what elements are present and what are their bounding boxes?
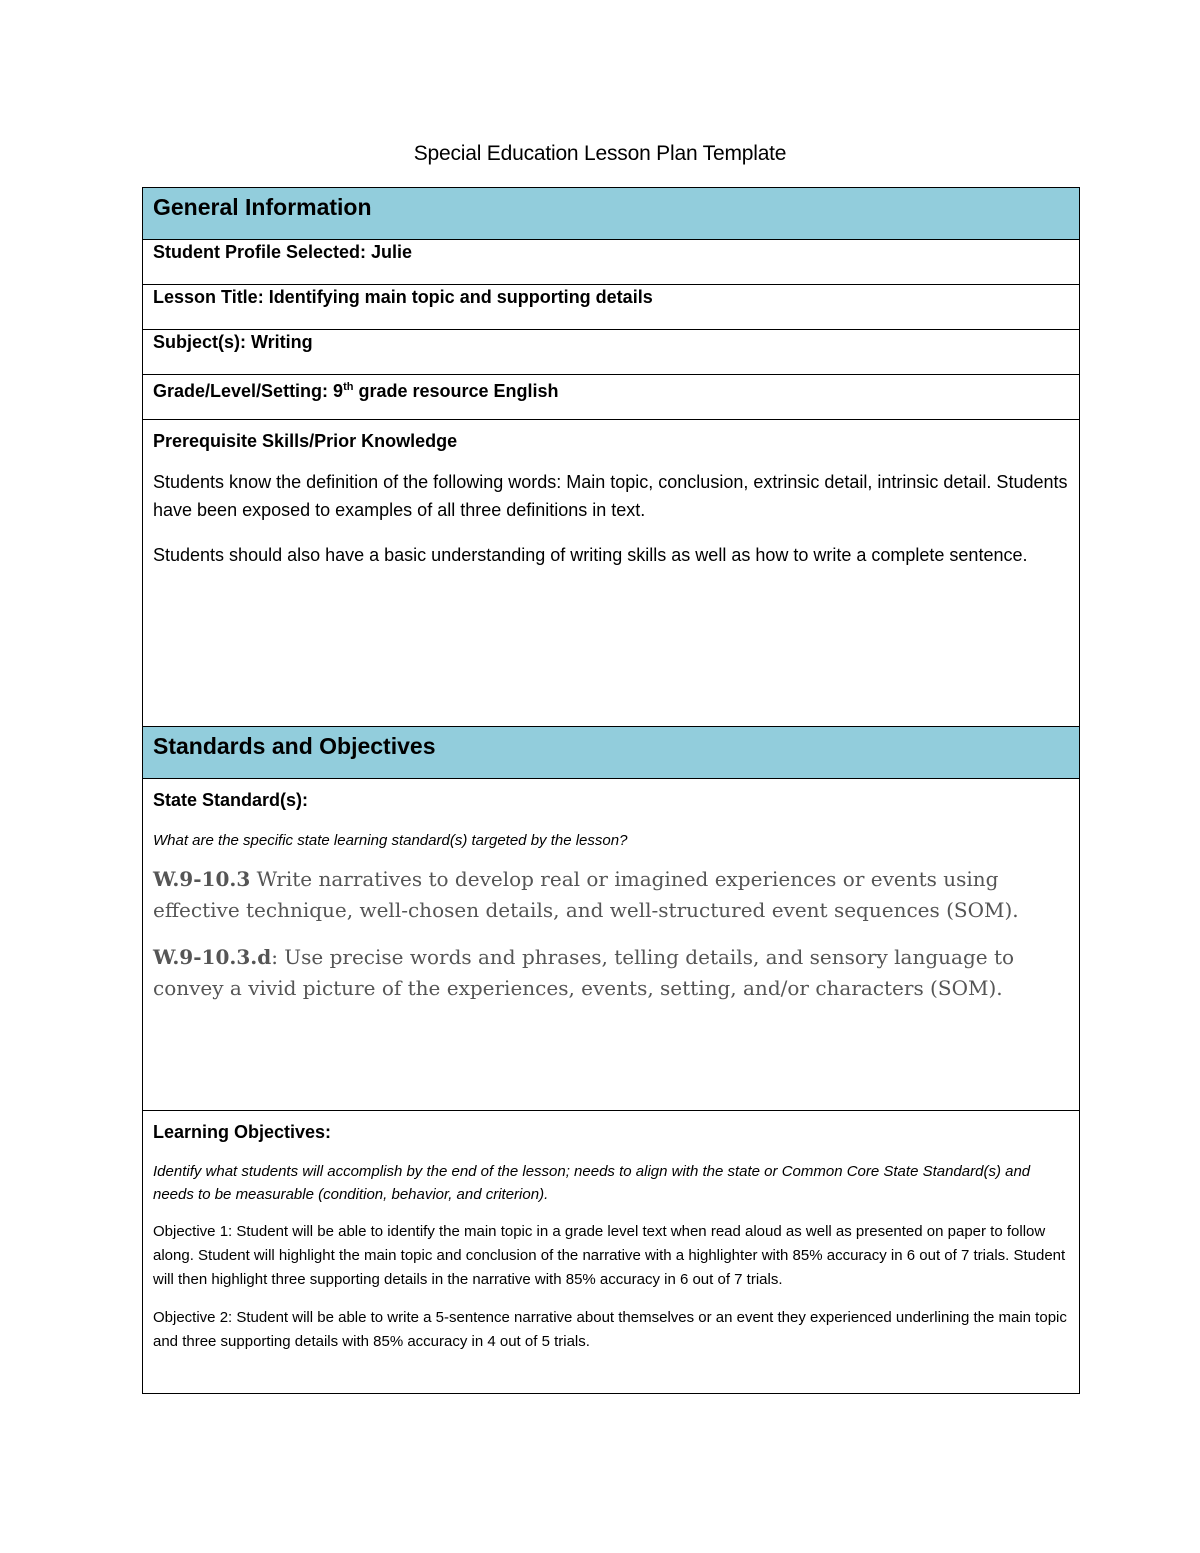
document-title: Special Education Lesson Plan Template	[413, 142, 787, 165]
grade-superscript: th	[343, 381, 354, 393]
objective-2: Objective 2: Student will be able to write a 5-sentence narrative about themselves or an event they experienced underlining the main topic and three supporting details with 85% accuracy in 4 out of 5 trials.	[153, 1309, 1067, 1350]
student-profile: Student Profile Selected: Julie	[143, 240, 1080, 285]
grade-suffix: grade resource English	[353, 381, 559, 401]
standard-1	[153, 864, 1069, 926]
prereq-cell	[143, 420, 1080, 727]
general-info-header-row	[143, 188, 1080, 240]
grade-prefix: Grade/Level/Setting: 9	[153, 381, 344, 401]
state-standards-prompt: What are the specific state learning standard(s) targeted by the lesson?	[153, 832, 628, 849]
learning-objectives-row	[143, 1111, 1080, 1394]
prereq-paragraph-1: Students know the definition of the following words: Main topic, conclusion, extrinsic detail, intrinsic detail. Students have been exposed to examples of all three definitions in text.	[153, 472, 1068, 520]
prereq-label: Prerequisite Skills/Prior Knowledge	[153, 431, 458, 451]
learning-objectives-cell	[143, 1111, 1080, 1394]
standard-1-code: W.9-10.3	[153, 867, 251, 891]
objective-1: Objective 1: Student will be able to identify the main topic in a grade level text when read aloud as well as presented on paper to follow along. Student will highlight the main topic and conclusion of the narrative with a highlighter with 85% accuracy in 6 out of 7 trials. Student will then highlight three supporting details in the narrative with 85% accuracy in 6 out of 7 trials.	[153, 1223, 1066, 1288]
state-standards-row	[143, 779, 1080, 1111]
state-standards-label: State Standard(s):	[153, 790, 309, 810]
standard-1-text: Write narratives to develop real or imagined experiences or events using effective technique, well-chosen details, and well-structured event sequences (SOM).	[153, 867, 1019, 922]
subjects: Subject(s): Writing	[143, 330, 1080, 375]
grade-level-setting	[143, 375, 1080, 420]
general-info-header: General Information	[143, 188, 1080, 240]
student-profile-row	[143, 240, 1080, 285]
prereq-paragraph-2: Students should also have a basic understanding of writing skills as well as how to write a complete sentence.	[153, 545, 1028, 565]
lesson-plan-table	[142, 187, 1080, 1394]
standards-header: Standards and Objectives	[143, 727, 1080, 779]
standard-2	[153, 942, 1069, 1004]
state-standards-cell	[143, 779, 1080, 1111]
subjects-row	[143, 330, 1080, 375]
lesson-title: Lesson Title: Identifying main topic and supporting details	[143, 285, 1080, 330]
standard-2-text: : Use precise words and phrases, telling details, and sensory language to convey a vivid picture of the experiences, events, setting, and/or characters (SOM).	[153, 945, 1015, 1000]
learning-objectives-label: Learning Objectives:	[153, 1122, 332, 1142]
learning-objectives-prompt: Identify what students will accomplish by the end of the lesson; needs to align with the state or Common Core State Standard(s) and needs to be measurable (condition, behavior, and criterion).	[153, 1163, 1031, 1203]
standard-2-code: W.9-10.3.d	[153, 945, 272, 969]
standards-header-row	[143, 727, 1080, 779]
prereq-row	[143, 420, 1080, 727]
grade-level-row	[143, 375, 1080, 420]
lesson-title-row	[143, 285, 1080, 330]
